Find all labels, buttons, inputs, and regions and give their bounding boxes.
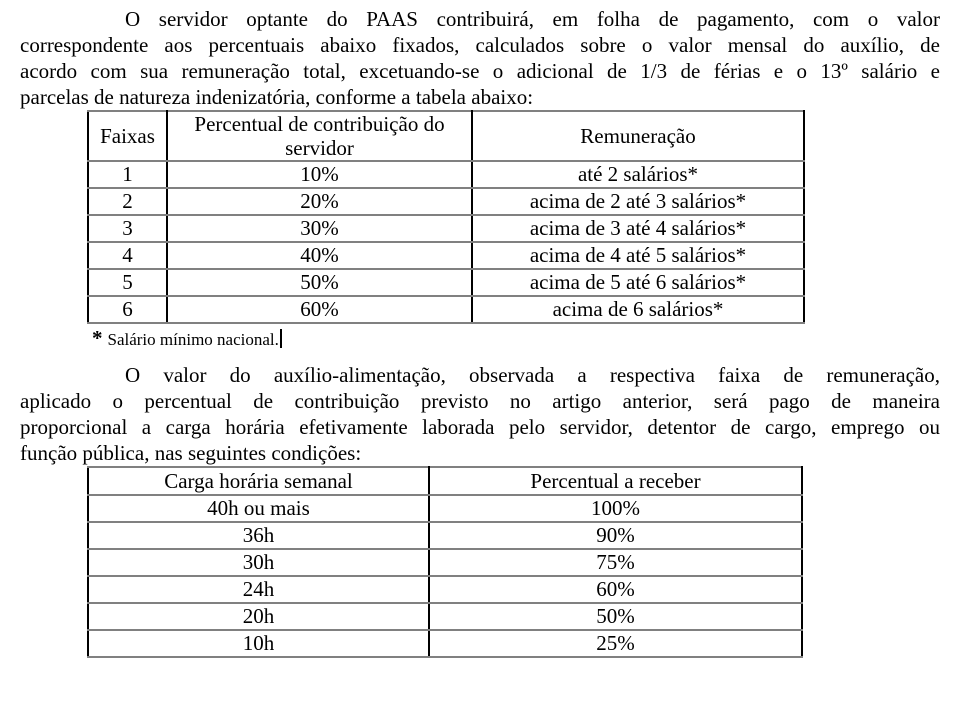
column-header-remuneracao[interactable]: Remuneração: [472, 111, 804, 161]
table-cell[interactable]: 75%: [429, 549, 802, 576]
table-footnote[interactable]: [92, 326, 940, 350]
paragraph-line[interactable]: aplicado o percentual de contribuição previsto no artigo anterior, será pago de maneira: [20, 389, 940, 413]
table-row: [88, 549, 802, 576]
table-row: [88, 296, 804, 323]
table-cell[interactable]: 30h: [88, 549, 429, 576]
footnote-text: Salário mínimo nacional.: [107, 330, 279, 349]
table-cell[interactable]: até 2 salários*: [472, 161, 804, 188]
table-cell[interactable]: 20%: [167, 188, 472, 215]
contribution-table: [87, 110, 805, 324]
table-row: [88, 215, 804, 242]
table-row: [88, 576, 802, 603]
table-row: [88, 630, 802, 657]
paragraph-line[interactable]: parcelas de natureza indenizatória, conforme a tabela abaixo:: [20, 85, 534, 109]
table-cell[interactable]: 60%: [429, 576, 802, 603]
table-cell[interactable]: acima de 2 até 3 salários*: [472, 188, 804, 215]
table-cell[interactable]: 100%: [429, 495, 802, 522]
footnote-asterisk: *: [92, 326, 103, 350]
table-cell[interactable]: 40h ou mais: [88, 495, 429, 522]
table-row: [88, 603, 802, 630]
table-row: [88, 161, 804, 188]
table-cell[interactable]: 30%: [167, 215, 472, 242]
table-cell[interactable]: 20h: [88, 603, 429, 630]
table-cell[interactable]: 2: [88, 188, 167, 215]
paragraph-line[interactable]: função pública, nas seguintes condições:: [20, 441, 362, 465]
table-cell[interactable]: 50%: [167, 269, 472, 296]
paragraph-line[interactable]: O servidor optante do PAAS contribuirá, em folha de pagamento, com o valor: [125, 7, 940, 31]
table-cell[interactable]: 60%: [167, 296, 472, 323]
table-cell[interactable]: 4: [88, 242, 167, 269]
text-cursor: [280, 329, 282, 348]
table-cell[interactable]: 25%: [429, 630, 802, 657]
table-cell[interactable]: 10%: [167, 161, 472, 188]
table-row: [88, 269, 804, 296]
table-header-row: [88, 467, 802, 495]
table-cell[interactable]: acima de 6 salários*: [472, 296, 804, 323]
table-row: [88, 522, 802, 549]
paragraph-contribution: [20, 6, 940, 110]
table-cell[interactable]: acima de 3 até 4 salários*: [472, 215, 804, 242]
table-cell[interactable]: acima de 4 até 5 salários*: [472, 242, 804, 269]
table-cell[interactable]: 24h: [88, 576, 429, 603]
table-cell[interactable]: 1: [88, 161, 167, 188]
table-cell[interactable]: 50%: [429, 603, 802, 630]
paragraph-line[interactable]: acordo com sua remuneração total, excetuando-se o adicional de 1/3 de férias e o 13º salário e: [20, 59, 940, 83]
table-cell[interactable]: 5: [88, 269, 167, 296]
paragraph-line[interactable]: proporcional a carga horária efetivamente laborada pelo servidor, detentor de cargo, emprego ou: [20, 415, 940, 439]
table-row: [88, 495, 802, 522]
column-header-percentual[interactable]: Percentual de contribuição do servidor: [167, 111, 472, 161]
table-cell[interactable]: 90%: [429, 522, 802, 549]
column-header-faixas[interactable]: Faixas: [88, 111, 167, 161]
table-row: [88, 188, 804, 215]
table-row: [88, 242, 804, 269]
table-cell[interactable]: 6: [88, 296, 167, 323]
table-cell[interactable]: 40%: [167, 242, 472, 269]
workload-table: [87, 466, 803, 658]
table-cell[interactable]: acima de 5 até 6 salários*: [472, 269, 804, 296]
paragraph-payment: [20, 362, 940, 466]
paragraph-line[interactable]: O valor do auxílio-alimentação, observada a respectiva faixa de remuneração,: [125, 363, 940, 387]
column-header-carga-horaria[interactable]: Carga horária semanal: [88, 467, 429, 495]
table-header-row: [88, 111, 804, 161]
column-header-percentual-receber[interactable]: Percentual a receber: [429, 467, 802, 495]
table-cell[interactable]: 36h: [88, 522, 429, 549]
table-cell[interactable]: 3: [88, 215, 167, 242]
paragraph-line[interactable]: correspondente aos percentuais abaixo fixados, calculados sobre o valor mensal do auxílio, de: [20, 33, 940, 57]
table-cell[interactable]: 10h: [88, 630, 429, 657]
